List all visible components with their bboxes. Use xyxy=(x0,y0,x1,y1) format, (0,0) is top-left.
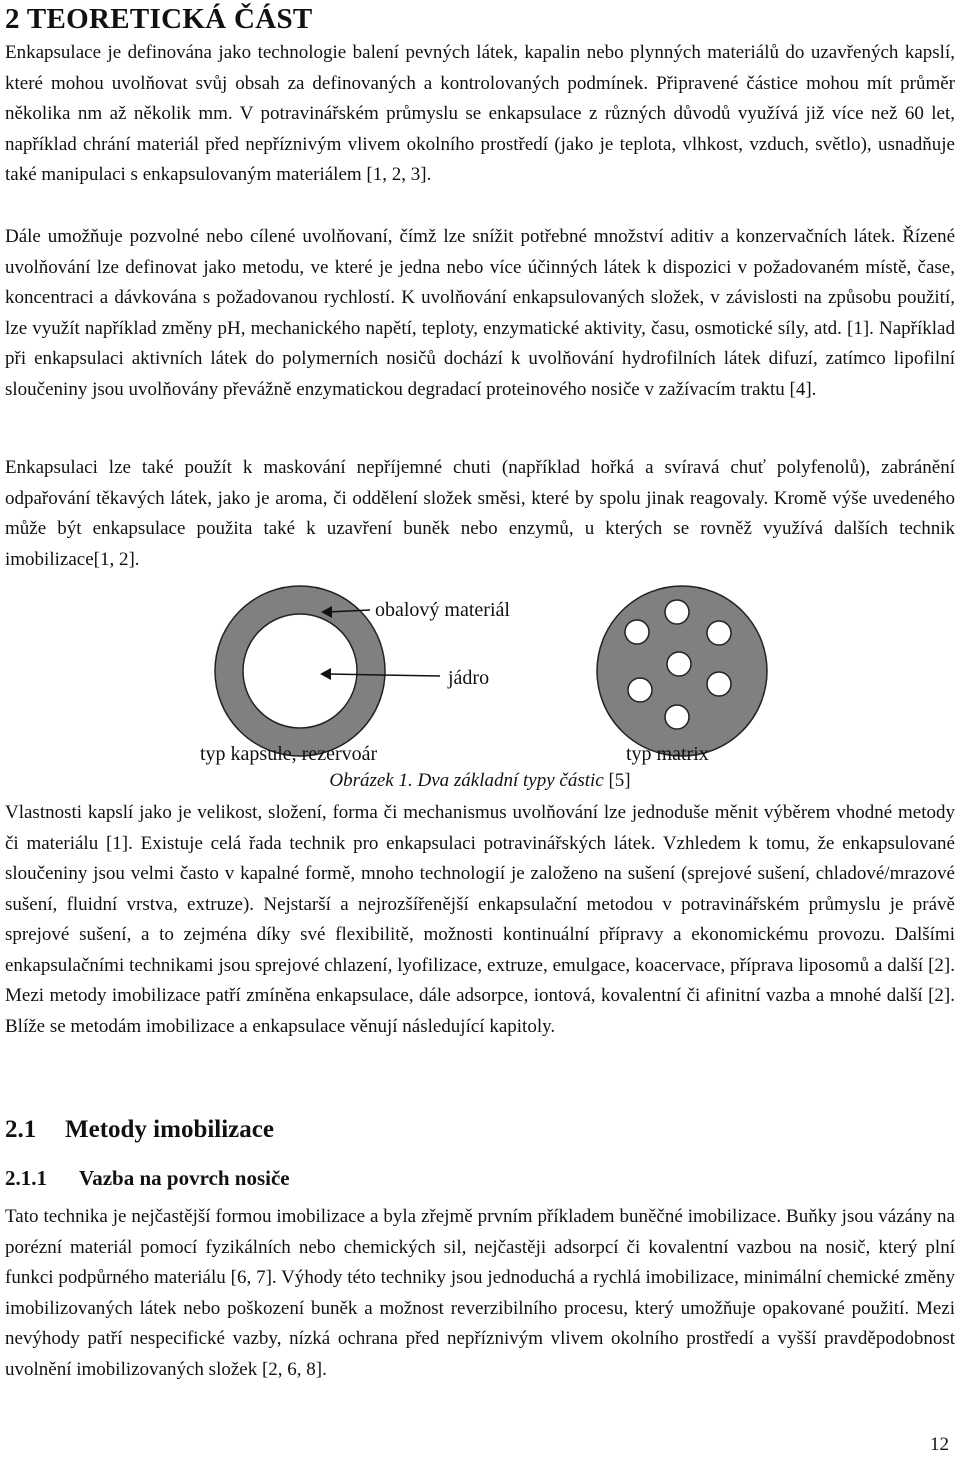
figure-caption-text: Obrázek 1. Dva základní typy částic xyxy=(329,770,604,791)
subsection-number: 2.1.1 xyxy=(5,1166,47,1190)
matrix-inclusion xyxy=(707,672,731,696)
reservoir-type-label: typ kapsule, rezervoár xyxy=(200,743,378,765)
matrix-inclusion xyxy=(707,621,731,645)
matrix-inclusion xyxy=(665,705,689,729)
subsection-title: Vazba na povrch nosiče xyxy=(79,1166,290,1190)
figure-caption-ref: [5] xyxy=(608,770,631,791)
matrix-type-label: typ matrix xyxy=(626,743,709,765)
paragraph-5: Tato technika je nejčastější formou imobilizace a byla zřejmě prvním příkladem buněčné imobilizace. Buňky jsou vázány na porézní materiál pomocí fyzikálních nebo chemických sil, nejčastěji adsorpcí či kovalentní vazbou na nosič, který plní funkci podpůrného materiálu [6, 7]. Výhody této techniky jsou jednoduchá a rychlá imobilizace, minimální chemické změny imobilizovaných látek nebo poškození buněk a možnost reverzibilního procesu, který umožňuje opakované použití. Mezi nevýhody patří nespecifické vazby, nízká ochrana před nepříznivým vlivem okolního prostředí a vyšší pravděpodobnost uvolnění imobilizovaných složek [2, 6, 8]. xyxy=(5,1206,955,1380)
page-number: 12 xyxy=(930,1434,949,1455)
paragraph-4: Vlastnosti kapslí jako je velikost, složení, forma či mechanismus uvolňování lze jednoduše měnit výběrem vhodné metody či materiálu [1]. Existuje celá řada technik pro enkapsulaci potravinářských látek. Vzhledem k tomu, že enkapsulované sloučeniny jsou velmi často v kapalné formě, mnoho technologií je založeno na sušení (sprejové sušení, chladové/mrazové sušení, fluidní vrstva, extruze). Nejstarší a nejrozšířenější enkapsulační metodou v potravinářském průmyslu je právě sprejové sušení, a to zejména díky své flexibilitě, možnosti kontinuální přípravy a ekonomickému provozu. Dalšími enkapsulačními technikami jsou sprejové chlazení, lyofilizace, extruze, emulgace, koacervace, příprava liposomů a další [2]. Mezi metody imobilizace patří zmíněna enkapsulace, dále adsorpce, iontová, kovalentní či afinitní vazba a mnohé další [2]. Blíže se metodám imobilizace a enkapsulace věnují následující kapitoly. xyxy=(5,802,955,1037)
section-title: Metody imobilizace xyxy=(65,1116,274,1143)
paragraph-1: Enkapsulace je definována jako technologie balení pevných látek, kapalin nebo plynných materiálů do uzavřených kapslí, které mohou uvolňovat svůj obsah za definovaných a kontrolovaných podmínek. Připravené částice mohou mít průměr několika nm až několik mm. V potravinářském průmyslu se enkapsulace z různých důvodů využívá již více než 60 let, například chrání materiál před nepříznivým vlivem okolního prostředí (jako je teplota, vlhkost, vzduch, světlo), usnadňuje také manipulaci s enkapsulovaným materiálem [1, 2, 3]. xyxy=(5,42,955,185)
paragraph-3: Enkapsulaci lze také použít k maskování nepříjemné chuti (například hořká a svíravá chuť polyfenolů), zabránění odpařování těkavých látek, jako je aroma, či oddělení složek směsi, které by spolu jinak reagovaly. Kromě výše uvedeného může být enkapsulace použita také k uzavření buněk nebo enzymů, u kterých se rovněž využívá dalších technik imobilizace[1, 2]. xyxy=(5,457,955,570)
matrix-inclusion xyxy=(628,678,652,702)
chapter-heading: 2 TEORETICKÁ ČÁST xyxy=(5,3,313,35)
section-number: 2.1 xyxy=(5,1116,37,1143)
paragraph-2: Dále umožňuje pozvolné nebo cílené uvolňovaní, čímž lze snížit potřebné množství aditiv a konzervačních látek. Řízené uvolňování lze definovat jako metodu, ve které je jedna nebo více účinných látek k dispozici v požadovaném místě, čase, koncentraci a dávkována s požadovanou rychlostí. K uvolňování enkapsulovaných složek, v závislosti na způsobu použití, lze využít například změny pH, mechanického napětí, teploty, enzymatické aktivity, času, osmotické síly, atd. [1]. Například při enkapsulaci aktivních látek do polymerních nosičů dochází k uvolňování hydrofilních látek difuzí, zatímco lipofilní sloučeniny jsou uvolňovány převážně enzymatickou degradací proteinového nosiče v zažívacím traktu [4]. xyxy=(5,226,955,400)
matrix-inclusion xyxy=(667,652,691,676)
coating-label: obalový materiál xyxy=(375,599,510,621)
reservoir-capsule-core xyxy=(243,614,357,728)
core-label: jádro xyxy=(448,667,490,689)
matrix-inclusion xyxy=(625,620,649,644)
matrix-inclusion xyxy=(665,600,689,624)
